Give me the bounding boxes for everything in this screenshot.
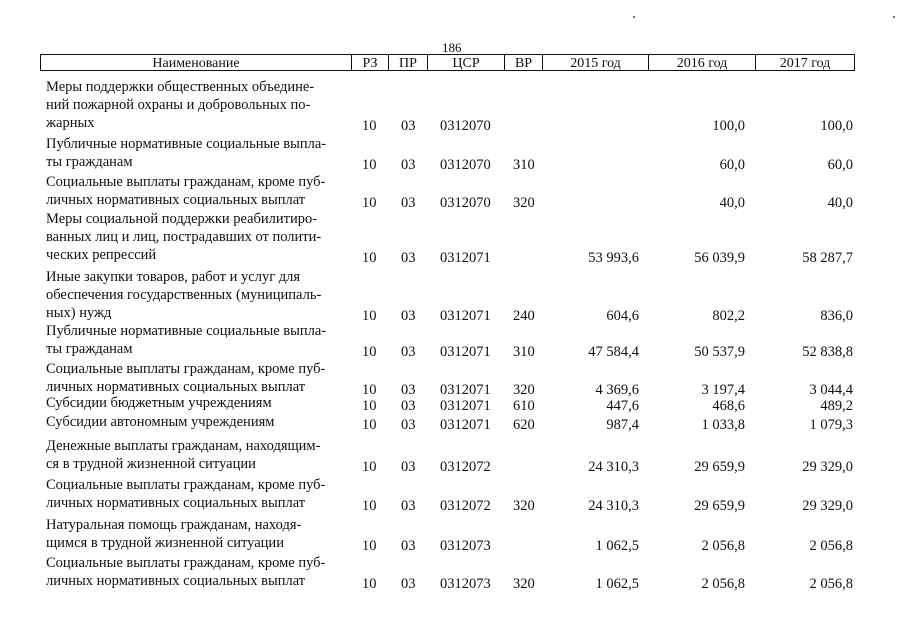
row-csr: 0312070 — [440, 195, 491, 211]
row-pr: 03 — [401, 195, 416, 211]
row-name — [46, 78, 346, 132]
row-2015: 47 584,4 — [588, 344, 639, 360]
row-name-line: ты гражданам — [46, 341, 133, 357]
row-2017: 52 838,8 — [802, 344, 853, 360]
row-vr: 320 — [513, 498, 535, 514]
row-2016: 50 537,9 — [694, 344, 745, 360]
row-2015: 1 062,5 — [595, 576, 639, 592]
row-2016: 1 033,8 — [701, 417, 745, 433]
row-rz: 10 — [362, 308, 377, 324]
row-csr: 0312071 — [440, 250, 491, 266]
row-name-line: ных) нужд — [46, 305, 112, 321]
row-2017: 29 329,0 — [802, 498, 853, 514]
row-2016: 40,0 — [719, 195, 745, 211]
row-rz: 10 — [362, 344, 377, 360]
row-csr: 0312072 — [440, 459, 491, 475]
row-2017: 58 287,7 — [802, 250, 853, 266]
row-vr: 610 — [513, 398, 535, 414]
row-2015: 53 993,6 — [588, 250, 639, 266]
row-vr: 240 — [513, 308, 535, 324]
row-vr: 310 — [513, 344, 535, 360]
row-name — [46, 268, 346, 322]
row-2015: 604,6 — [606, 308, 639, 324]
row-csr: 0312070 — [440, 118, 491, 134]
row-name-line: Социальные выплаты гражданам, кроме пуб- — [46, 174, 326, 190]
row-vr: 620 — [513, 417, 535, 433]
row-2017: 2 056,8 — [809, 576, 853, 592]
row-2016: 60,0 — [719, 157, 745, 173]
row-2017: 2 056,8 — [809, 538, 853, 554]
row-name-line: Денежные выплаты гражданам, находящим- — [46, 438, 321, 454]
row-csr: 0312072 — [440, 498, 491, 514]
row-name-line: личных нормативных социальных выплат — [46, 379, 306, 395]
row-2016: 468,6 — [712, 398, 745, 414]
row-name-line: Меры поддержки общественных объедине- — [46, 79, 315, 95]
row-pr: 03 — [401, 308, 416, 324]
row-rz: 10 — [362, 538, 377, 554]
header-2017: 2017 год — [779, 56, 831, 71]
row-name-line: Публичные нормативные социальные выпла- — [46, 323, 327, 339]
row-2015: 1 062,5 — [595, 538, 639, 554]
row-name-line: личных нормативных социальных выплат — [46, 573, 306, 589]
row-rz: 10 — [362, 398, 377, 414]
row-2015: 24 310,3 — [588, 459, 639, 475]
row-name-line: щимся в трудной жизненной ситуации — [46, 535, 284, 551]
row-csr: 0312073 — [440, 538, 491, 554]
header-2015: 2015 год — [543, 55, 649, 70]
row-name — [46, 394, 346, 412]
row-2015: 447,6 — [606, 398, 639, 414]
row-2016: 100,0 — [712, 118, 745, 134]
row-name-line: Натуральная помощь гражданам, находя- — [46, 517, 302, 533]
row-2017: 836,0 — [820, 308, 853, 324]
row-2017: 3 044,4 — [809, 382, 853, 398]
row-csr: 0312071 — [440, 398, 491, 414]
row-rz: 10 — [362, 459, 377, 475]
row-2016: 56 039,9 — [694, 250, 745, 266]
row-name — [46, 360, 346, 396]
row-rz: 10 — [362, 118, 377, 134]
row-2016: 802,2 — [712, 308, 745, 324]
row-2017: 489,2 — [820, 398, 853, 414]
header-vr: ВР — [505, 55, 543, 70]
row-name — [46, 322, 346, 358]
row-csr: 0312071 — [440, 382, 491, 398]
row-rz: 10 — [362, 417, 377, 433]
row-name — [46, 173, 346, 209]
row-name-line: ты гражданам — [46, 154, 133, 170]
row-2016: 2 056,8 — [701, 538, 745, 554]
row-rz: 10 — [362, 157, 377, 173]
page-number: 186 — [442, 40, 462, 55]
row-name — [46, 554, 346, 590]
row-2017: 60,0 — [827, 157, 853, 173]
row-name — [46, 476, 346, 512]
row-2017: 40,0 — [827, 195, 853, 211]
row-name-line: личных нормативных социальных выплат — [46, 192, 306, 208]
row-pr: 03 — [401, 382, 416, 398]
row-2017: 100,0 — [820, 118, 853, 134]
row-name-line: Публичные нормативные социальные выпла- — [46, 136, 327, 152]
header-csr: ЦСР — [428, 55, 505, 70]
row-vr: 320 — [513, 382, 535, 398]
row-name-line: Меры социальной поддержки реабилитиро- — [46, 211, 318, 227]
row-rz: 10 — [362, 498, 377, 514]
row-vr: 320 — [513, 576, 535, 592]
row-csr: 0312071 — [440, 417, 491, 433]
row-name — [46, 210, 346, 264]
row-csr: 0312071 — [440, 308, 491, 324]
row-name — [46, 413, 346, 431]
row-name-line: ческих репрессий — [46, 247, 157, 263]
row-pr: 03 — [401, 576, 416, 592]
row-name-line: Социальные выплаты гражданам, кроме пуб- — [46, 555, 326, 571]
row-2016: 29 659,9 — [694, 459, 745, 475]
row-rz: 10 — [362, 250, 377, 266]
row-name — [46, 516, 346, 552]
row-name-line: Субсидии бюджетным учреждениям — [46, 395, 272, 411]
row-name-line: Субсидии автономным учреждениям — [46, 414, 275, 430]
row-name-line: Социальные выплаты гражданам, кроме пуб- — [46, 361, 326, 377]
row-2015: 987,4 — [606, 417, 639, 433]
row-pr: 03 — [401, 157, 416, 173]
row-csr: 0312070 — [440, 157, 491, 173]
row-pr: 03 — [401, 344, 416, 360]
row-pr: 03 — [401, 498, 416, 514]
row-pr: 03 — [401, 118, 416, 134]
header-pr: ПР — [389, 55, 428, 70]
row-rz: 10 — [362, 195, 377, 211]
row-name-line: обеспечения государственных (муниципаль- — [46, 287, 322, 303]
row-vr: 310 — [513, 157, 535, 173]
row-2016: 3 197,4 — [701, 382, 745, 398]
row-rz: 10 — [362, 382, 377, 398]
row-name — [46, 135, 346, 171]
row-2016: 29 659,9 — [694, 498, 745, 514]
header-name: Наименование — [41, 55, 352, 70]
row-vr: 320 — [513, 195, 535, 211]
row-2015: 4 369,6 — [595, 382, 639, 398]
row-2017: 29 329,0 — [802, 459, 853, 475]
row-name-line: ний пожарной охраны и добровольных по- — [46, 97, 311, 113]
row-pr: 03 — [401, 459, 416, 475]
row-pr: 03 — [401, 538, 416, 554]
row-2016: 2 056,8 — [701, 576, 745, 592]
row-name-line: личных нормативных социальных выплат — [46, 495, 306, 511]
row-name-line: Иные закупки товаров, работ и услуг для — [46, 269, 301, 285]
row-pr: 03 — [401, 250, 416, 266]
row-name-line: ся в трудной жизненной ситуации — [46, 456, 256, 472]
row-csr: 0312073 — [440, 576, 491, 592]
row-pr: 03 — [401, 398, 416, 414]
row-csr: 0312071 — [440, 344, 491, 360]
row-2017: 1 079,3 — [809, 417, 853, 433]
row-2015: 24 310,3 — [588, 498, 639, 514]
row-name — [46, 437, 346, 473]
row-name-line: Социальные выплаты гражданам, кроме пуб- — [46, 477, 326, 493]
header-2016: 2016 год — [649, 55, 756, 70]
row-pr: 03 — [401, 417, 416, 433]
row-name-line: ванных лиц и лиц, пострадавших от полити- — [46, 229, 322, 245]
row-rz: 10 — [362, 576, 377, 592]
row-name-line: жарных — [46, 115, 95, 131]
header-rz: РЗ — [352, 55, 389, 70]
